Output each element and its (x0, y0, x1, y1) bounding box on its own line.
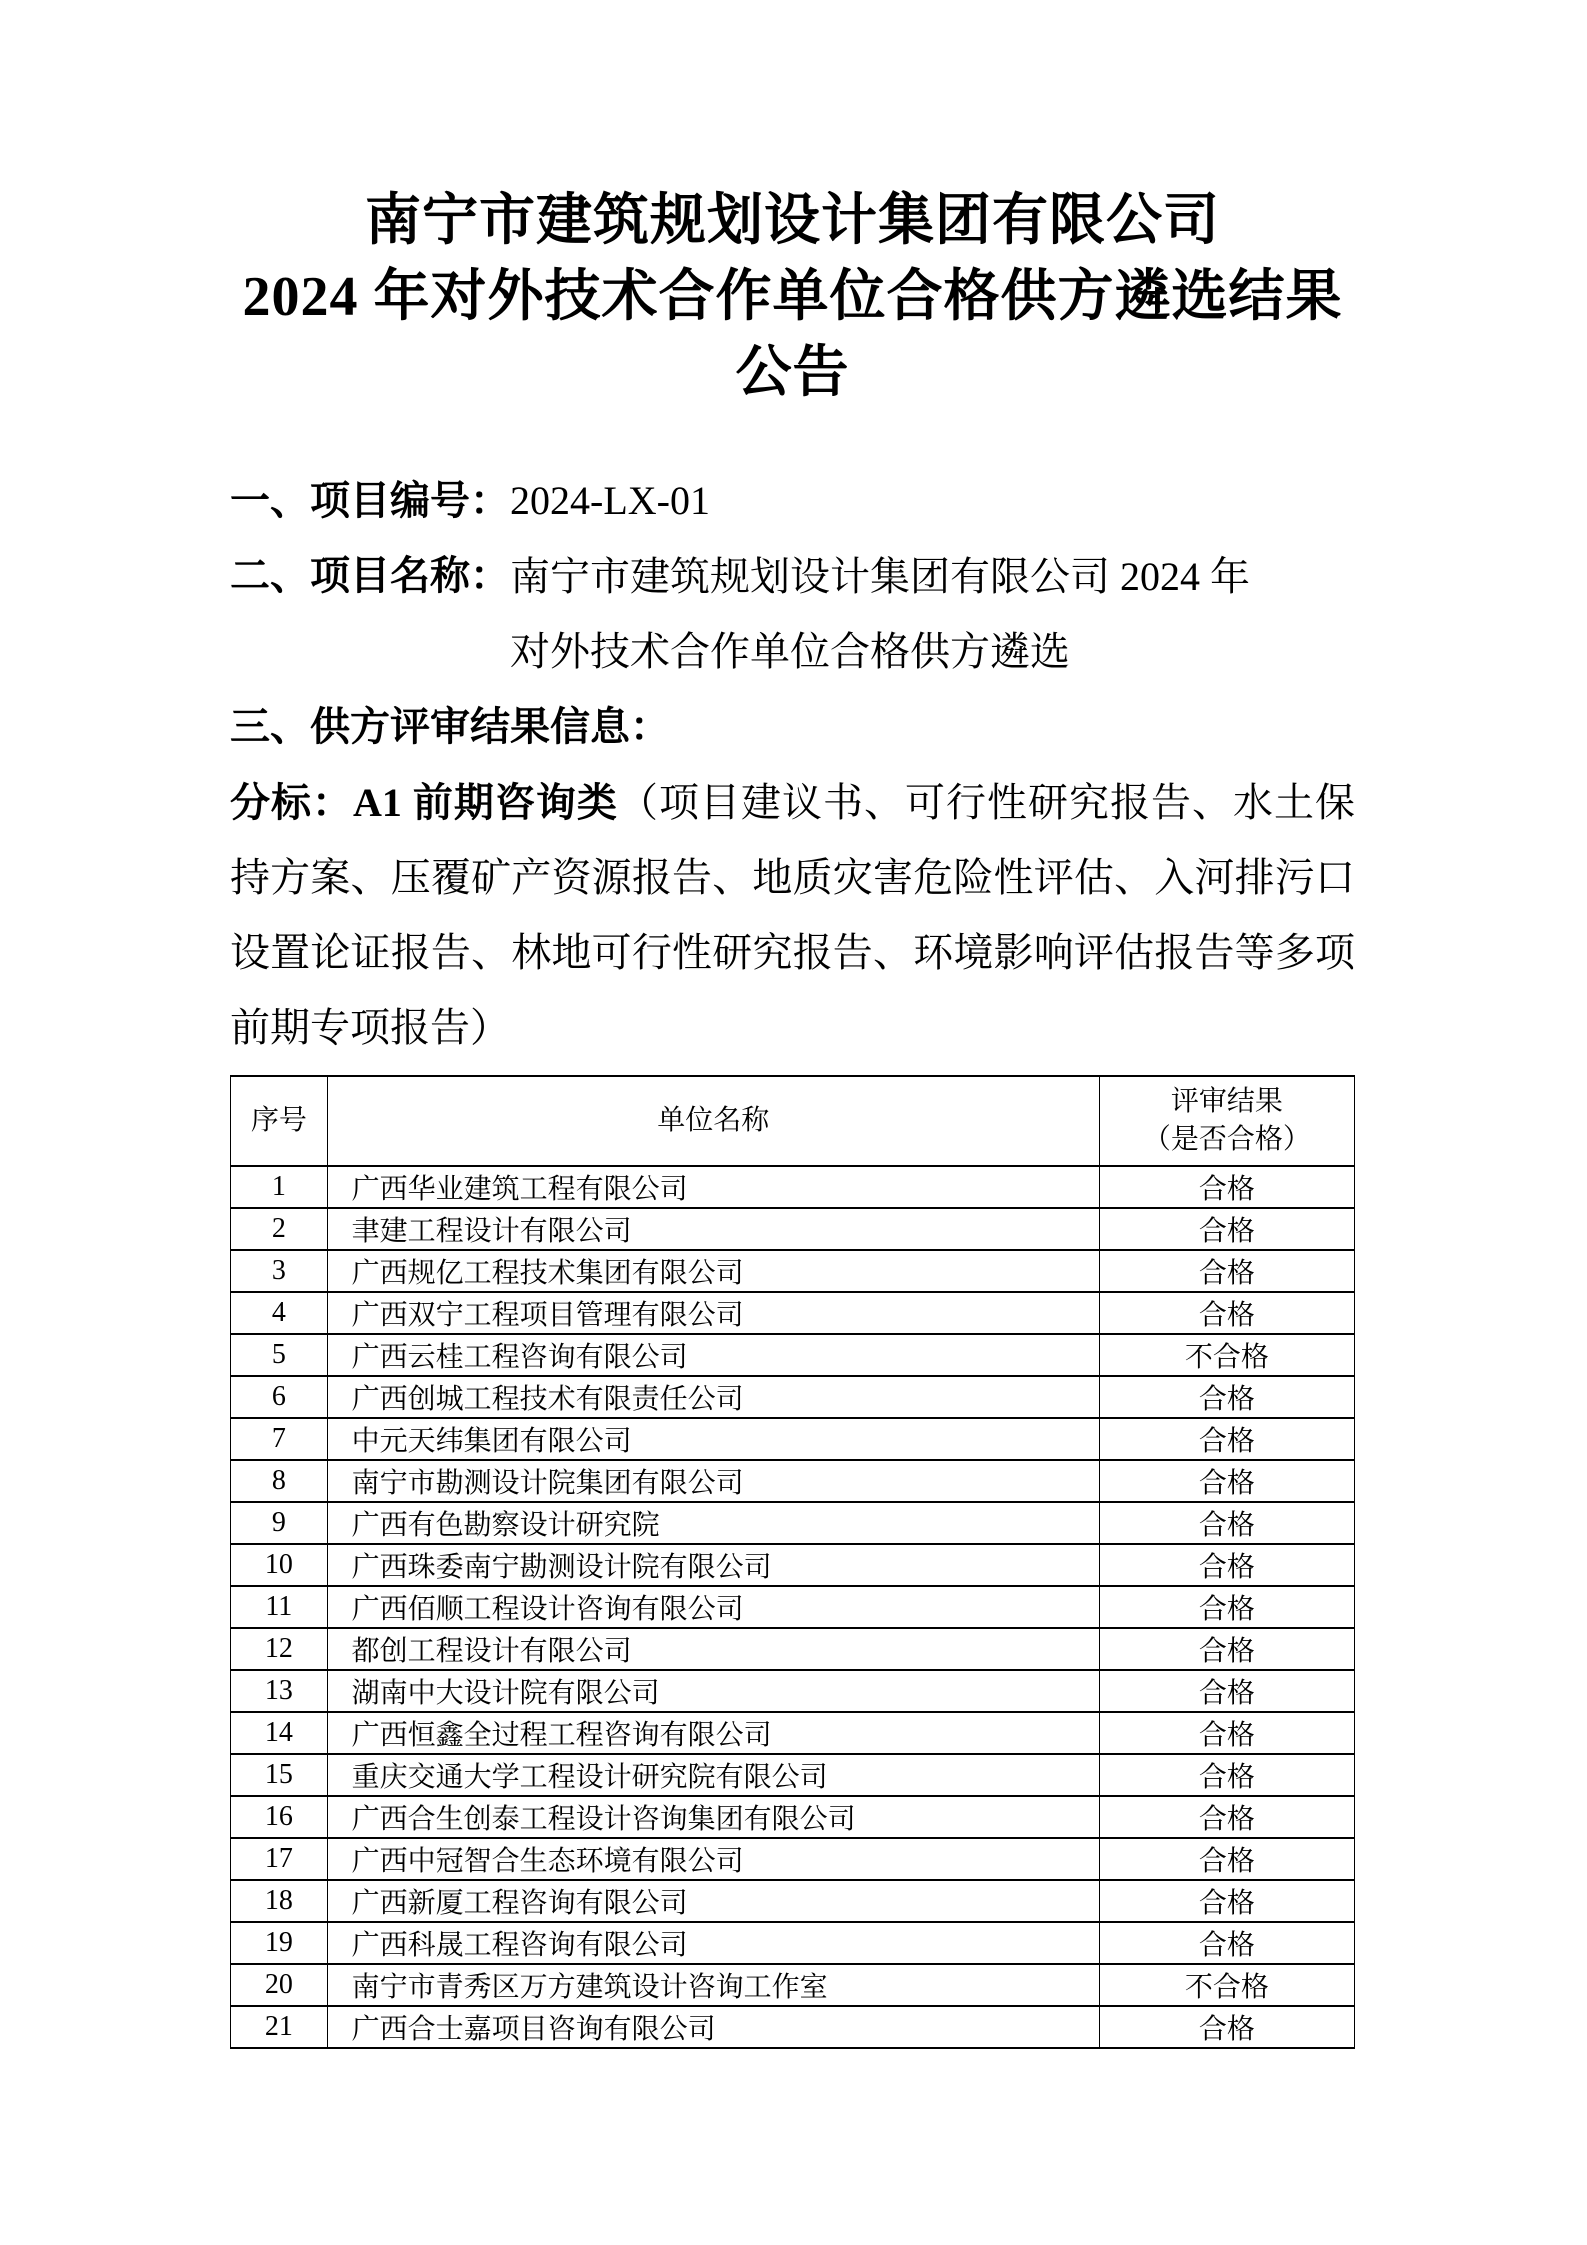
company-name-cell: 都创工程设计有限公司 (327, 1628, 1099, 1670)
company-name-cell: 广西佰顺工程设计咨询有限公司 (327, 1586, 1099, 1628)
table-row (231, 1250, 1355, 1292)
review-result-cell: 合格 (1099, 1796, 1354, 1838)
review-result-cell: 合格 (1099, 1586, 1354, 1628)
table-row (231, 1712, 1355, 1754)
company-name-cell: 广西有色勘察设计研究院 (327, 1502, 1099, 1544)
row-number-cell: 1 (231, 1166, 328, 1208)
company-name-cell: 重庆交通大学工程设计研究院有限公司 (327, 1754, 1099, 1796)
project-number-value: 2024-LX-01 (510, 478, 710, 523)
company-name-cell: 广西双宁工程项目管理有限公司 (327, 1292, 1099, 1334)
row-number-cell: 18 (231, 1880, 328, 1922)
row-number-cell: 4 (231, 1292, 328, 1334)
company-name-cell: 广西云桂工程咨询有限公司 (327, 1334, 1099, 1376)
title-line-2: 2024 年对外技术合作单位合格供方遴选结果 (242, 266, 1343, 328)
header-result-line-2: （是否合格） (1142, 1124, 1311, 1155)
table-row (231, 1754, 1355, 1796)
row-number-cell: 20 (231, 1964, 328, 2006)
table-header (231, 1076, 1355, 1166)
review-result-cell: 合格 (1099, 1376, 1354, 1418)
row-number-cell: 17 (231, 1838, 328, 1880)
project-number-label: 一、项目编号： (230, 479, 510, 523)
company-name-cell: 湖南中大设计院有限公司 (327, 1670, 1099, 1712)
row-number-cell: 3 (231, 1250, 328, 1292)
table-row (231, 1208, 1355, 1250)
company-name-cell: 广西中冠智合生态环境有限公司 (327, 1838, 1099, 1880)
table-row (231, 1586, 1355, 1628)
table-row (231, 1628, 1355, 1670)
row-number-cell: 8 (231, 1460, 328, 1502)
company-name-cell: 广西规亿工程技术集团有限公司 (327, 1250, 1099, 1292)
company-name-cell: 广西创城工程技术有限责任公司 (327, 1376, 1099, 1418)
table-row (231, 1838, 1355, 1880)
review-result-cell: 合格 (1099, 1292, 1354, 1334)
review-result-cell: 不合格 (1099, 1964, 1354, 2006)
table-body (231, 1166, 1355, 2048)
lot-bold-prefix: 分标：A1 前期咨询类 (230, 780, 618, 825)
company-name-cell: 广西珠委南宁勘测设计院有限公司 (327, 1544, 1099, 1586)
row-number-cell: 19 (231, 1922, 328, 1964)
table-row (231, 1502, 1355, 1544)
table-row (231, 1796, 1355, 1838)
review-info-line (230, 689, 1355, 765)
table-row (231, 1460, 1355, 1502)
table-row (231, 1418, 1355, 1460)
row-number-cell: 13 (231, 1670, 328, 1712)
row-number-cell: 5 (231, 1334, 328, 1376)
company-name-cell: 广西合生创泰工程设计咨询集团有限公司 (327, 1796, 1099, 1838)
table-row (231, 1964, 1355, 2006)
company-name-cell: 南宁市勘测设计院集团有限公司 (327, 1460, 1099, 1502)
project-name-value-line-1: 南宁市建筑规划设计集团有限公司 2024 年 (510, 554, 1250, 599)
review-result-cell: 合格 (1099, 1628, 1354, 1670)
company-name-cell: 广西科晟工程咨询有限公司 (327, 1922, 1099, 1964)
project-name-value-line-2: 对外技术合作单位合格供方遴选 (510, 629, 1070, 674)
table-row (231, 1670, 1355, 1712)
review-result-cell: 合格 (1099, 1838, 1354, 1880)
review-result-cell: 合格 (1099, 1460, 1354, 1502)
title-line-3: 公告 (735, 342, 850, 404)
review-result-cell: 合格 (1099, 1880, 1354, 1922)
company-name-cell: 广西新厦工程咨询有限公司 (327, 1880, 1099, 1922)
lot-description (230, 765, 1355, 1065)
project-name-value (510, 539, 1355, 689)
header-result-line-1: 评审结果 (1170, 1086, 1283, 1117)
company-name-cell: 南宁市青秀区万方建筑设计咨询工作室 (327, 1964, 1099, 2006)
table-row (231, 1922, 1355, 1964)
project-number-line (230, 463, 1355, 539)
review-info-label: 三、供方评审结果信息： (230, 705, 670, 749)
review-result-cell: 合格 (1099, 1712, 1354, 1754)
project-name-label: 二、项目名称： (230, 554, 510, 598)
header-cell-result (1099, 1076, 1354, 1166)
row-number-cell: 21 (231, 2006, 328, 2048)
review-result-cell: 合格 (1099, 1544, 1354, 1586)
review-result-cell: 合格 (1099, 1250, 1354, 1292)
review-result-cell: 不合格 (1099, 1334, 1354, 1376)
company-name-cell: 广西合士嘉项目咨询有限公司 (327, 2006, 1099, 2048)
table-row (231, 1334, 1355, 1376)
review-result-cell: 合格 (1099, 1166, 1354, 1208)
review-result-cell: 合格 (1099, 1418, 1354, 1460)
table-row (231, 1166, 1355, 1208)
row-number-cell: 16 (231, 1796, 328, 1838)
document-body (230, 463, 1355, 2049)
row-number-cell: 11 (231, 1586, 328, 1628)
company-name-cell: 广西恒鑫全过程工程咨询有限公司 (327, 1712, 1099, 1754)
review-result-cell: 合格 (1099, 1670, 1354, 1712)
row-number-cell: 10 (231, 1544, 328, 1586)
company-name-cell: 聿建工程设计有限公司 (327, 1208, 1099, 1250)
document-title (230, 183, 1355, 411)
table-header-row (231, 1076, 1355, 1166)
review-result-cell: 合格 (1099, 1502, 1354, 1544)
table-row (231, 1376, 1355, 1418)
row-number-cell: 2 (231, 1208, 328, 1250)
company-name-cell: 中元天纬集团有限公司 (327, 1418, 1099, 1460)
row-number-cell: 15 (231, 1754, 328, 1796)
title-line-1: 南宁市建筑规划设计集团有限公司 (365, 190, 1220, 252)
table-row (231, 1544, 1355, 1586)
table-row (231, 1292, 1355, 1334)
table-row (231, 1880, 1355, 1922)
row-number-cell: 9 (231, 1502, 328, 1544)
lot-detail: （项目建议书、可行性研究报告、水土保持方案、压覆矿产资源报告、地质灾害危险性评估、入河排污口设置论证报告、林地可行性研究报告、环境影响评估报告等多项前期专项报告） (230, 780, 1356, 1050)
table-row (231, 2006, 1355, 2048)
review-result-cell: 合格 (1099, 1922, 1354, 1964)
review-result-cell: 合格 (1099, 2006, 1354, 2048)
project-name-line (230, 539, 1355, 689)
header-cell-no: 序号 (231, 1076, 328, 1166)
review-result-cell: 合格 (1099, 1754, 1354, 1796)
review-result-table (230, 1075, 1355, 2049)
company-name-cell: 广西华业建筑工程有限公司 (327, 1166, 1099, 1208)
row-number-cell: 7 (231, 1418, 328, 1460)
review-result-cell: 合格 (1099, 1208, 1354, 1250)
row-number-cell: 12 (231, 1628, 328, 1670)
row-number-cell: 14 (231, 1712, 328, 1754)
header-cell-name: 单位名称 (327, 1076, 1099, 1166)
row-number-cell: 6 (231, 1376, 328, 1418)
